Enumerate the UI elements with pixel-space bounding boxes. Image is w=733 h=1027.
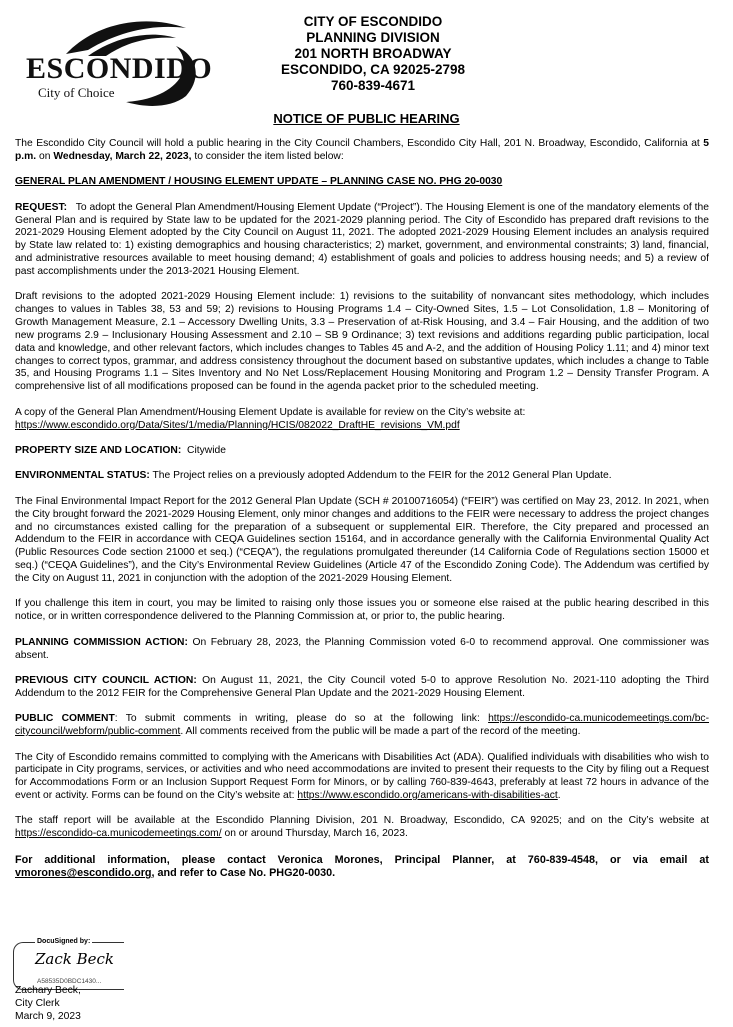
planning-commission-label: PLANNING COMMISSION ACTION: (15, 636, 188, 648)
public-comment-text: : To submit comments in writing, please do so at the following link: (114, 713, 489, 725)
envelope-id: A58535D0BDC1430... (37, 978, 102, 985)
environmental-paragraph (15, 470, 709, 483)
property-value: Citywide (181, 445, 226, 456)
division-address-block (258, 14, 488, 94)
header-phone: 760-839-4671 (330, 78, 416, 93)
copy-available-text: A copy of the General Plan Amendment/Housing Element Update is available for review on the City’s website at: (15, 406, 526, 418)
logo-tagline: City of Choice (38, 85, 115, 100)
staff-report-text: The staff report will be available at the Escondido Planning Division, 201 N. Broadway, Escondido, CA 92025; and on the City’s website at (15, 815, 709, 827)
property-label: PROPERTY SIZE AND LOCATION: (15, 445, 182, 456)
intro-text-end: to consider the item listed below: (191, 150, 344, 162)
logo-wordmark: ESCONDIDO (26, 52, 213, 85)
draft-revisions-paragraph: Draft revisions to the adopted 2021-2029 Housing Element include: 1) revisions to the suitability of nonvancant sites methodology, which includes changes to values in Tables 38, 53 and 59; 2) revisions to Housing Programs 1.4 – City-Owned Sites, 1.5 – Lot Consolidation, 1.8 – Monitoring of Growth Management Measure, 2.1 – Accessory Dwelling Units, 3.3 – Preservation of at-Risk Housing, and 3.4 – Fair Housing, and the addition of two new programs 2.9 – Inclusionary Housing Assessment and 2.10 – SB 9 Ordinance; 3) text revisions and additions regarding public participation, local data and knowledge, and other relevant factors, which includes changes to Tables 45 and A-2, and the addition of Housing Policy 1.11; and 4) minor text changes to correct typos, grammar, and address consistency throughout the document based on substantive updates, which includes a change to Table 35, and Housing Programs 1.1 – Sites Inventory and No Net Loss/Replacement Housing Monitoring and Program 1.2 – Density Transfer Program. A comprehensive list of all modifications proposed can be found in the agenda packet prior to the scheduled meeting. (15, 291, 709, 393)
header-city: CITY OF ESCONDIDO (303, 14, 443, 29)
case-heading: GENERAL PLAN AMENDMENT / HOUSING ELEMENT UPDATE – PLANNING CASE NO. PHG 20-0030 (15, 176, 503, 188)
previous-council-value: On August 11, 2021, the City Council voted 5-0 to approve Resolution No. 2021-110 adopting the Third Addendum to the 2012 FEIR for the Comprehensive General Plan Update and the 2021-2029 Housing Element. (15, 674, 709, 699)
docusign-signature (13, 938, 173, 990)
draft-revisions-link[interactable]: https://www.escondido.org/Data/Sites/1/media/Planning/HCIS/082022_DraftHE_revisions_VM.pdf (15, 419, 460, 431)
intro-paragraph (15, 138, 709, 164)
signer-block (15, 984, 81, 1024)
staff-report-link[interactable]: https://escondido-ca.municodemeetings.com/ (15, 828, 222, 840)
public-comment-link[interactable]: https://escondido-ca.municodemeetings.com/bc-citycouncil/webform/public-comment (15, 713, 709, 738)
contact-email-link[interactable]: vmorones@escondido.org (15, 867, 152, 880)
signer-name: Zachary Beck, (15, 985, 81, 996)
copy-available-paragraph (15, 407, 709, 433)
signer-title: City Clerk (15, 998, 60, 1010)
planning-commission-paragraph (15, 637, 709, 663)
public-comment-paragraph (15, 713, 709, 739)
public-comment-text-end: . All comments received from the public will be made a part of the record of the meeting. (180, 726, 581, 738)
staff-report-paragraph (15, 815, 709, 841)
feir-paragraph: The Final Environmental Impact Report for the 2012 General Plan Update (SCH # 20100716054) (“FEIR”) was certified on May 23, 2012. In 2021, when the City brought forward the 2021-2029 Housing Element, only minor changes and additions to the FEIR were necessary to address the project changes and no circumstances existed calling for the preparation of a subsequent or supplemental EIR. Therefore, the City prepared and processed an Addendum to the FEIR in accordance with CEQA Guidelines section 15164, and in accordance generally with the California Environmental Quality Act (Public Resources Code section 21000 et seq.) (“CEQA”), the regulations promulgated thereunder (14 California Code of Regulations section 15000 et seq.) (“CEQA Guidelines”), and the City’s Environmental Review Guidelines (Article 47 of the Escondido Zoning Code). The Addendum was certified by the City on August 11, 2021 in conjunction with the adoption of the 2021-2029 Housing Element. (15, 495, 709, 584)
environmental-value: The Project relies on a previously adopted Addendum to the FEIR for the 2012 General Plan Update. (149, 470, 612, 482)
notice-body (15, 138, 712, 893)
previous-council-paragraph (15, 675, 709, 701)
environmental-label: ENVIRONMENTAL STATUS: (15, 470, 150, 482)
signed-date: March 9, 2023 (15, 1011, 81, 1023)
city-logo (26, 16, 213, 108)
request-paragraph (15, 201, 712, 279)
ada-text: The City of Escondido remains committed to complying with the Americans with Disabilities Act (ADA). Qualified individuals with disabilities who wish to participate in City programs, services, or activities and who need accommodations are invited to present their requests to the City by filing out a Request for Accommodations Form or an Inclusion Support Request Form for Minors, or by calling 760-839-4643, preferably at least 72 hours in advance of the event or activity. Forms can be found on the City’s website at: (15, 751, 709, 802)
intro-text: The Escondido City Council will hold a public hearing in the City Council Chambers, Escondido City Hall, 201 N. Broadway, Escondido, California at (15, 138, 704, 149)
docusigned-label: DocuSigned by: (37, 938, 91, 945)
hearing-date: Wednesday, March 22, 2023, (53, 150, 192, 162)
staff-report-text-end: on or around Thursday, March 16, 2023. (221, 828, 408, 840)
additional-info-text-end: , and refer to Case No. PHG20-0030. (151, 867, 336, 880)
additional-info-paragraph (15, 854, 709, 881)
hearing-time: 5 p.m. (15, 138, 709, 162)
public-comment-label: PUBLIC COMMENT (15, 713, 115, 725)
header-division: PLANNING DIVISION (306, 30, 440, 45)
property-paragraph (15, 445, 709, 458)
header-street: 201 NORTH BROADWAY (294, 46, 452, 61)
planning-commission-value: On February 28, 2023, the Planning Commission voted 6-0 to recommend approval. One commissioner was absent. (15, 636, 709, 661)
request-label: REQUEST: (15, 201, 68, 213)
handwritten-signature: Zack Beck (35, 950, 115, 968)
intro-text-mid: on (36, 150, 54, 162)
ada-paragraph (15, 752, 709, 803)
page-title: NOTICE OF PUBLIC HEARING (273, 111, 460, 126)
ada-text-end: . (557, 790, 561, 802)
additional-info-text: For additional information, please contact Veronica Morones, Principal Planner, at 760-839-4548, or via email at (15, 853, 709, 866)
challenge-paragraph: If you challenge this item in court, you may be limited to raising only those issues you or someone else raised at the public hearing described in this notice, or in written correspondence delivered to the Planning Commission at, or prior to, the public hearing. (15, 598, 709, 623)
header-city-zip: ESCONDIDO, CA 92025-2798 (280, 62, 466, 77)
request-text: To adopt the General Plan Amendment/Housing Element Update (“Project”). The Housing Element is one of the mandatory elements of the General Plan and is required by State law to be updated for the 2021-2029 planning period. The City of Escondido has prepared draft revisions to the 2021-2029 Housing Element adopted by the City Council on August 11, 2021. The adopted 2021-2029 Housing Element includes an analysis required by State law related to: 1) existing demographics and housing characteristics; 2) market, government, and environmental constraints; 3) land, financial, and administrative resources available to meet housing demand; 4) establishment of goals and policies to address housing needs; and 5) a review of past accomplishments under the 2013-2021 Housing Element. (15, 201, 712, 277)
ada-link[interactable]: https://www.escondido.org/americans-with-disabilities-act (297, 790, 558, 802)
previous-council-label: PREVIOUS CITY COUNCIL ACTION: (15, 674, 197, 686)
